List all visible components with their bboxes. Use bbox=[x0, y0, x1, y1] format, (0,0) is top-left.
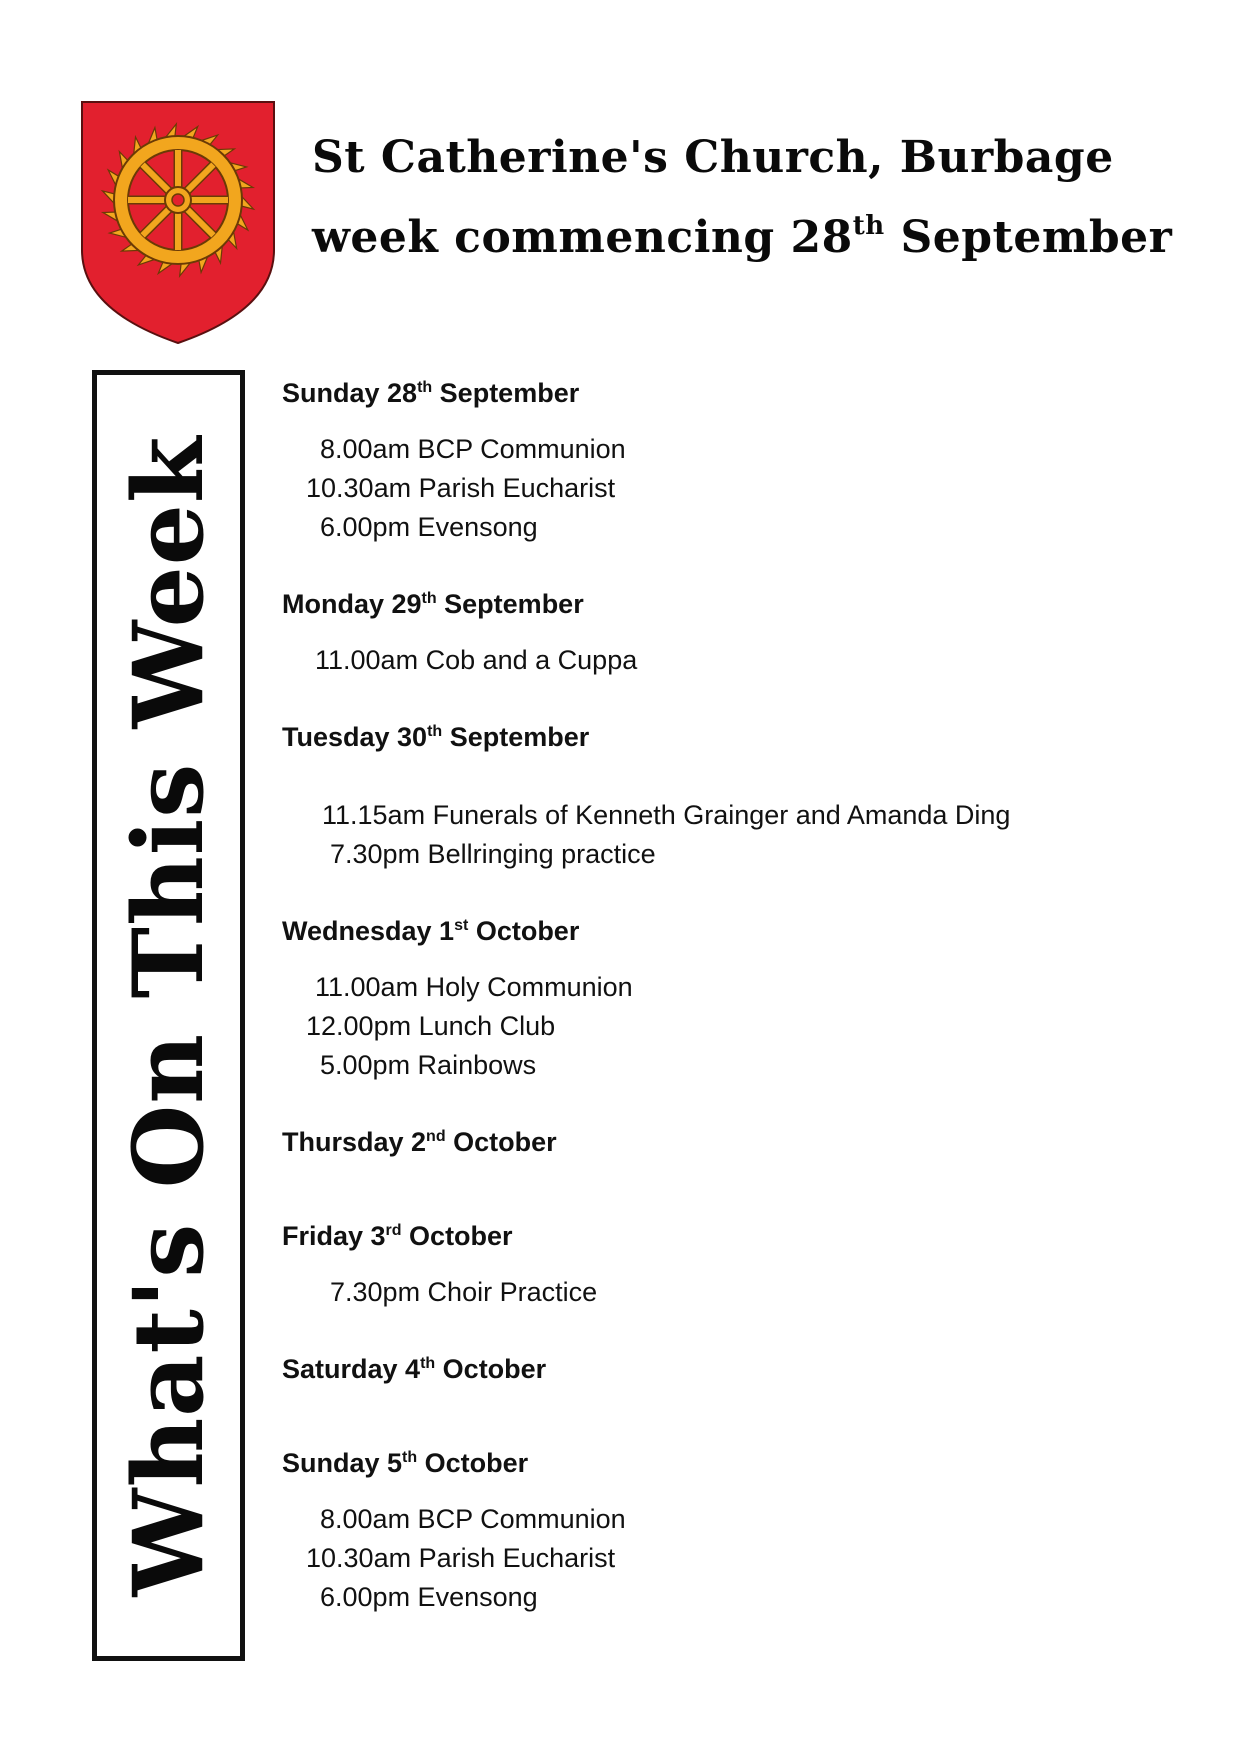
day-heading bbox=[282, 589, 584, 620]
day-ordinal: th bbox=[427, 723, 443, 740]
day-ordinal: th bbox=[402, 1449, 418, 1466]
week-heading-ordinal: th bbox=[852, 211, 885, 241]
event-item: 7.30pm Bellringing practice bbox=[330, 839, 656, 869]
day-month: September bbox=[442, 722, 590, 752]
event-item: 8.00am BCP Communion bbox=[320, 1504, 626, 1534]
event-item: 10.30am Parish Eucharist bbox=[306, 1543, 616, 1573]
day-month: October bbox=[417, 1448, 529, 1478]
day-month: October bbox=[445, 1127, 557, 1157]
week-heading-month: September bbox=[884, 212, 1173, 263]
day-ordinal: th bbox=[421, 590, 437, 607]
day-month: September bbox=[436, 589, 584, 619]
event-item: 10.30am Parish Eucharist bbox=[306, 473, 616, 503]
page-title bbox=[312, 118, 1212, 278]
day-heading bbox=[282, 1448, 528, 1479]
day-heading bbox=[282, 378, 579, 409]
day-name: Tuesday 30 bbox=[282, 722, 428, 752]
day-name: Friday 3 bbox=[282, 1221, 386, 1251]
event-item: 12.00pm Lunch Club bbox=[306, 1011, 556, 1041]
whats-on-banner bbox=[92, 370, 245, 1661]
day-name: Wednesday 1 bbox=[282, 916, 455, 946]
day-ordinal: rd bbox=[385, 1222, 402, 1239]
day-ordinal: nd bbox=[426, 1128, 446, 1145]
day-month: October bbox=[435, 1354, 547, 1384]
event-item: 11.15am Funerals of Kenneth Grainger and Amanda Ding bbox=[322, 800, 1011, 830]
day-heading bbox=[282, 1221, 513, 1252]
event-item: 6.00pm Evensong bbox=[320, 1582, 538, 1612]
day-name: Sunday 5 bbox=[282, 1448, 403, 1478]
week-heading-prefix: week commencing 28 bbox=[312, 212, 853, 263]
day-ordinal: th bbox=[417, 379, 433, 396]
week-heading bbox=[312, 198, 1212, 278]
day-name: Sunday 28 bbox=[282, 378, 418, 408]
whats-on-label: What's On This Week bbox=[111, 435, 225, 1596]
day-ordinal: th bbox=[420, 1355, 436, 1372]
church-name: St Catherine's Church, Burbage bbox=[312, 132, 1114, 183]
event-item: 5.00pm Rainbows bbox=[320, 1050, 537, 1080]
day-heading bbox=[282, 916, 579, 947]
catherine-wheel-shield-icon bbox=[80, 100, 276, 345]
day-heading bbox=[282, 1127, 557, 1158]
event-item: 11.00am Cob and a Cuppa bbox=[315, 645, 638, 675]
event-item: 11.00am Holy Communion bbox=[315, 972, 633, 1002]
day-heading bbox=[282, 1354, 546, 1385]
day-month: October bbox=[468, 916, 580, 946]
day-month: October bbox=[401, 1221, 513, 1251]
day-name: Monday 29 bbox=[282, 589, 422, 619]
day-heading bbox=[282, 722, 589, 753]
event-item: 7.30pm Choir Practice bbox=[330, 1277, 598, 1307]
event-item: 6.00pm Evensong bbox=[320, 512, 538, 542]
day-name: Thursday 2 bbox=[282, 1127, 427, 1157]
day-name: Saturday 4 bbox=[282, 1354, 421, 1384]
day-ordinal: st bbox=[454, 917, 469, 934]
event-item: 8.00am BCP Communion bbox=[320, 434, 626, 464]
day-month: September bbox=[432, 378, 580, 408]
